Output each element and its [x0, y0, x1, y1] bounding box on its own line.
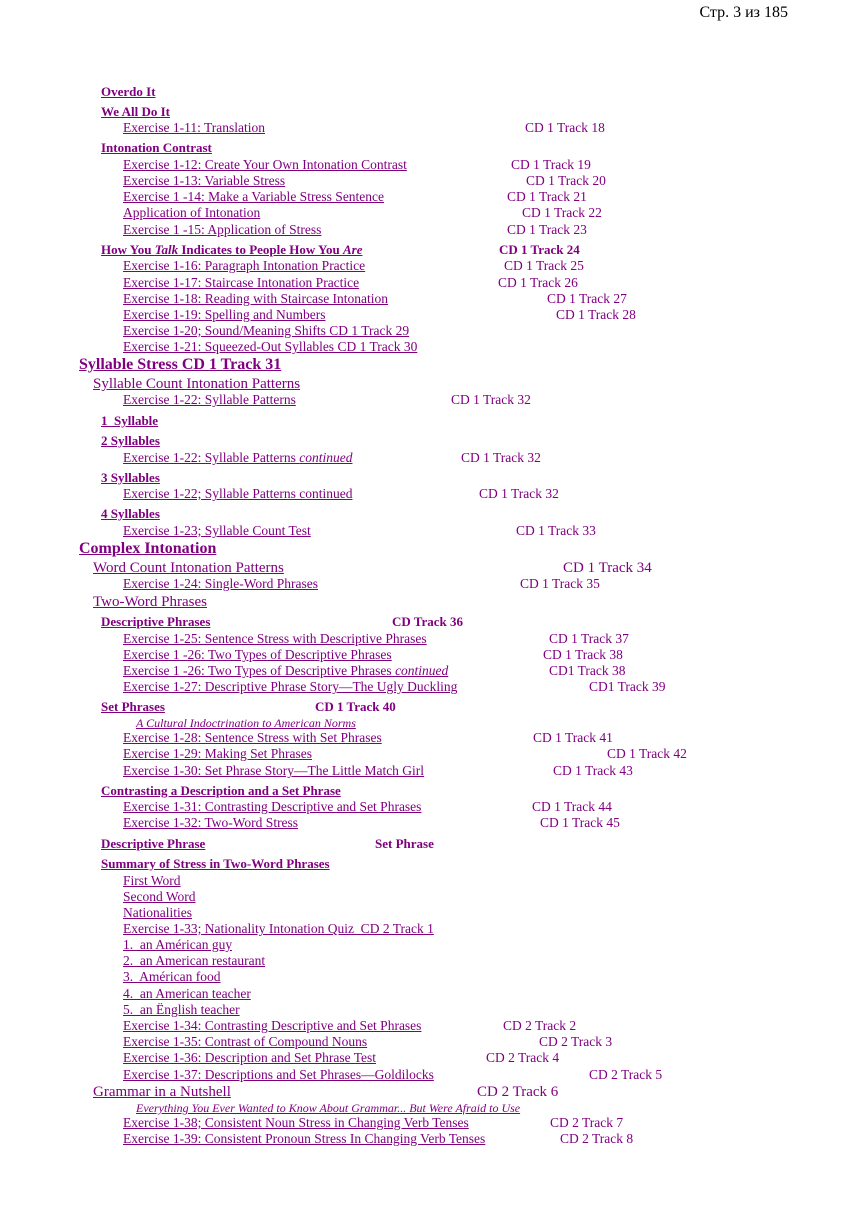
toc-emphasis: Talk [154, 242, 179, 257]
toc-track: CD 1 Track 32 [461, 450, 541, 465]
toc-link[interactable] [123, 1018, 583, 1034]
toc-track: CD 1 Track 25 [504, 258, 584, 273]
toc-link[interactable] [123, 921, 434, 937]
toc-track: CD 1 Track 38 [543, 647, 623, 662]
toc-text: We All Do It [101, 104, 170, 119]
toc-text: 1. an Américan guy [123, 937, 233, 952]
toc-track: CD 2 Track 8 [560, 1131, 634, 1146]
toc-track: CD 1 Track 44 [532, 799, 612, 814]
toc-track: CD 2 Track 6 [477, 1084, 559, 1100]
toc-track: CD 1 Track 18 [525, 120, 605, 135]
toc-track: CD 2 Track 7 [550, 1115, 624, 1130]
toc-link[interactable] [123, 275, 585, 291]
toc-link[interactable] [79, 356, 281, 374]
toc-link[interactable] [123, 307, 643, 323]
toc-text: Exercise 1 -26: Two Types of Descriptive Phrases [123, 663, 396, 678]
toc-text: Exercise 1-33; Nationality Intonation Quiz CD 2 Track 1 [123, 921, 434, 936]
toc-track: CD 1 Track 35 [520, 576, 600, 591]
toc-track: CD 1 Track 37 [549, 631, 629, 646]
toc-text: Exercise 1-22: Syllable Patterns [123, 450, 300, 465]
toc-text: Summary of Stress in Two-Word Phrases [101, 856, 330, 871]
toc-link[interactable] [101, 836, 441, 852]
toc-link[interactable] [123, 486, 566, 502]
toc-track: CD 1 Track 32 [451, 392, 531, 407]
toc-text: Exercise 1 -15: Application of Stress [123, 222, 322, 237]
toc-text: Exercise 1-23; Syllable Count Test [123, 523, 311, 538]
toc-text: Exercise 1-22; Syllable Patterns continued [123, 486, 353, 501]
toc-text: Exercise 1-20; Sound/Meaning Shifts CD 1 Track 29 [123, 323, 410, 338]
toc-text: First Word [123, 873, 181, 888]
toc-link[interactable] [123, 189, 594, 205]
toc-text: How You [101, 242, 155, 257]
toc-text: 2 Syllables [101, 433, 160, 448]
toc-link[interactable] [123, 799, 619, 815]
toc-text: Exercise 1-30: Set Phrase Story—The Little Match Girl [123, 763, 425, 778]
toc-track: CD 1 Track 21 [507, 189, 587, 204]
toc-track: CD Track 36 [392, 614, 464, 629]
toc-text: Overdo It [101, 84, 156, 99]
toc-link[interactable] [123, 746, 694, 762]
toc-link[interactable] [123, 222, 594, 238]
toc-link[interactable] [101, 614, 473, 630]
toc-text: 1 Syllable [101, 413, 159, 428]
toc-text: Exercise 1-36: Description and Set Phrase Test [123, 1050, 376, 1065]
toc-track: CD 1 Track 33 [516, 523, 596, 538]
toc-link[interactable] [123, 120, 612, 136]
toc-track: CD 1 Track 28 [556, 307, 636, 322]
toc-text: Second Word [123, 889, 196, 904]
toc-link[interactable] [123, 1050, 566, 1066]
toc-track: CD 2 Track 3 [539, 1034, 613, 1049]
toc-link[interactable] [101, 783, 341, 799]
toc-link[interactable] [123, 905, 192, 921]
toc-text: Grammar in a Nutshell [93, 1084, 231, 1100]
toc-link[interactable] [123, 339, 417, 355]
toc-text: Exercise 1-24: Single-Word Phrases [123, 576, 318, 591]
toc-text: 3. Américan food [123, 969, 221, 984]
toc-track: CD1 Track 38 [549, 663, 626, 678]
toc-text: 4. an American teacher [123, 986, 251, 1001]
toc-text: Exercise 1 -14: Make a Variable Stress Sentence [123, 189, 385, 204]
toc-link[interactable] [123, 815, 627, 831]
toc-text: Application of Intonation [123, 205, 261, 220]
toc-text: Exercise 1-11: Translation [123, 120, 265, 135]
toc-link[interactable] [93, 559, 659, 577]
toc-track: CD 1 Track 42 [607, 746, 687, 761]
toc-track: Set Phrase [375, 836, 434, 851]
toc-track: CD 1 Track 27 [547, 291, 627, 306]
toc-text: Descriptive Phrase [101, 836, 206, 851]
toc-text: Exercise 1-18: Reading with Staircase Intonation [123, 291, 389, 306]
toc-link[interactable] [93, 1083, 565, 1101]
toc-text: 5. an Ënglish teacher [123, 1002, 240, 1017]
toc-track: CD 2 Track 4 [486, 1050, 560, 1065]
toc-link[interactable] [123, 323, 409, 339]
toc-link[interactable] [123, 631, 636, 647]
toc-text: Exercise 1-38; Consistent Noun Stress in Changing Verb Tenses [123, 1115, 469, 1130]
toc-text: Set Phrases [101, 699, 165, 714]
toc-link[interactable] [101, 242, 591, 258]
toc-track: CD 1 Track 26 [498, 275, 578, 290]
toc-link[interactable] [101, 104, 170, 120]
toc-text: Exercise 1-25: Sentence Stress with Descriptive Phrases [123, 631, 427, 646]
toc-text: Exercise 1-16: Paragraph Intonation Practice [123, 258, 366, 273]
toc-link[interactable] [123, 730, 620, 746]
toc-text: Exercise 1-35: Contrast of Compound Nouns [123, 1034, 368, 1049]
toc-text: Exercise 1-22: Syllable Patterns [123, 392, 296, 407]
toc-emphasis: continued [299, 450, 353, 465]
toc-track: CD 1 Track 40 [315, 699, 396, 714]
toc-link[interactable] [136, 1101, 520, 1115]
toc-text: Exercise 1-29: Making Set Phrases [123, 746, 312, 761]
toc-text: Descriptive Phrases [101, 614, 211, 629]
toc-emphasis: Are [342, 242, 363, 257]
toc-link[interactable] [123, 450, 548, 466]
toc-track: CD1 Track 39 [589, 679, 666, 694]
toc-link[interactable] [79, 540, 216, 558]
toc-text: Exercise 1-32: Two-Word Stress [123, 815, 299, 830]
toc-link[interactable] [123, 953, 265, 969]
toc-text: Nationalities [123, 905, 192, 920]
toc-link[interactable] [101, 470, 160, 486]
toc-text: Intonation Contrast [101, 140, 212, 155]
toc-text: Exercise 1-19: Spelling and Numbers [123, 307, 326, 322]
toc-track: CD 1 Track 32 [479, 486, 559, 501]
toc-track: CD 1 Track 34 [563, 560, 652, 576]
toc-text: Exercise 1-13: Variable Stress [123, 173, 286, 188]
toc-text: Complex Intonation [79, 540, 217, 557]
toc-text: Syllable Count Intonation Patterns [93, 376, 301, 392]
toc-link[interactable] [101, 433, 160, 449]
toc-text: Two-Word Phrases [93, 594, 207, 610]
toc-link[interactable] [101, 856, 330, 872]
toc-link[interactable] [123, 969, 220, 985]
toc-link[interactable] [123, 291, 634, 307]
toc-link[interactable] [123, 937, 232, 953]
toc-link[interactable] [123, 392, 538, 408]
toc-link[interactable] [123, 576, 607, 592]
toc-text: Exercise 1-28: Sentence Stress with Set Phrases [123, 730, 382, 745]
toc-text: 3 Syllables [101, 470, 160, 485]
toc-link[interactable] [93, 593, 207, 611]
page-indicator: Стр. 3 из 185 [699, 4, 788, 21]
toc-link[interactable] [101, 506, 160, 522]
toc-text: Exercise 1-37: Descriptions and Set Phrases—Goldilocks [123, 1067, 434, 1082]
toc-link[interactable] [123, 679, 672, 695]
toc-link[interactable] [123, 1115, 630, 1131]
toc-link[interactable] [101, 140, 212, 156]
toc-link[interactable] [101, 699, 408, 715]
toc-link[interactable] [101, 413, 158, 429]
toc-text: 4 Syllables [101, 506, 160, 521]
toc-text: Exercise 1-39: Consistent Pronoun Stress In Changing Verb Tenses [123, 1131, 486, 1146]
toc-text: Exercise 1-34: Contrasting Descriptive and Set Phrases [123, 1018, 422, 1033]
toc-track: CD 1 Track 22 [522, 205, 602, 220]
toc-link[interactable] [123, 763, 640, 779]
toc-text: Contrasting a Description and a Set Phrase [101, 783, 341, 798]
toc-link[interactable] [123, 1034, 619, 1050]
toc-text: A Cultural Indoctrination to American Norms [136, 716, 356, 730]
toc-link[interactable] [136, 716, 356, 730]
toc-link[interactable] [123, 647, 630, 663]
toc-track: CD 1 Track 20 [526, 173, 606, 188]
toc-link[interactable] [123, 663, 632, 679]
toc-text: Indicates to People How You [178, 242, 343, 257]
toc-link[interactable] [123, 157, 598, 173]
toc-link[interactable] [123, 258, 591, 274]
toc-emphasis: continued [395, 663, 449, 678]
toc-track: CD 1 Track 45 [540, 815, 620, 830]
toc-text: Exercise 1-31: Contrasting Descriptive and Set Phrases [123, 799, 422, 814]
toc-link[interactable] [123, 205, 609, 221]
toc-text: Exercise 1-17: Staircase Intonation Practice [123, 275, 360, 290]
toc-link[interactable] [101, 84, 156, 100]
toc-track: CD 1 Track 24 [499, 242, 580, 257]
toc-link[interactable] [123, 1131, 640, 1147]
toc-text: Exercise 1-27: Descriptive Phrase Story—The Ugly Duckling [123, 679, 458, 694]
toc-track: CD 2 Track 2 [503, 1018, 577, 1033]
toc-link[interactable] [123, 986, 251, 1002]
toc-text: Exercise 1-21: Squeezed-Out Syllables CD 1 Track 30 [123, 339, 418, 354]
toc-text: Exercise 1-12: Create Your Own Intonation Contrast [123, 157, 407, 172]
toc-text: Everything You Ever Wanted to Know About Grammar... But Were Afraid to Use [136, 1101, 521, 1115]
toc-link[interactable] [123, 889, 196, 905]
toc-link[interactable] [123, 1002, 240, 1018]
toc-track: CD 1 Track 23 [507, 222, 587, 237]
toc-link[interactable] [123, 523, 603, 539]
toc-track: CD 1 Track 41 [533, 730, 613, 745]
toc-track: CD 1 Track 43 [553, 763, 633, 778]
toc-text: Syllable Stress CD 1 Track 31 [79, 356, 282, 373]
toc-link[interactable] [123, 1067, 669, 1083]
toc-track: CD 1 Track 19 [511, 157, 591, 172]
toc-text: Exercise 1 -26: Two Types of Descriptive Phrases [123, 647, 392, 662]
toc-link[interactable] [93, 375, 300, 393]
toc-link[interactable] [123, 173, 613, 189]
toc-link[interactable] [123, 873, 181, 889]
toc-text: Word Count Intonation Patterns [93, 560, 284, 576]
toc-track: CD 2 Track 5 [589, 1067, 663, 1082]
toc-text: 2. an American restaurant [123, 953, 266, 968]
